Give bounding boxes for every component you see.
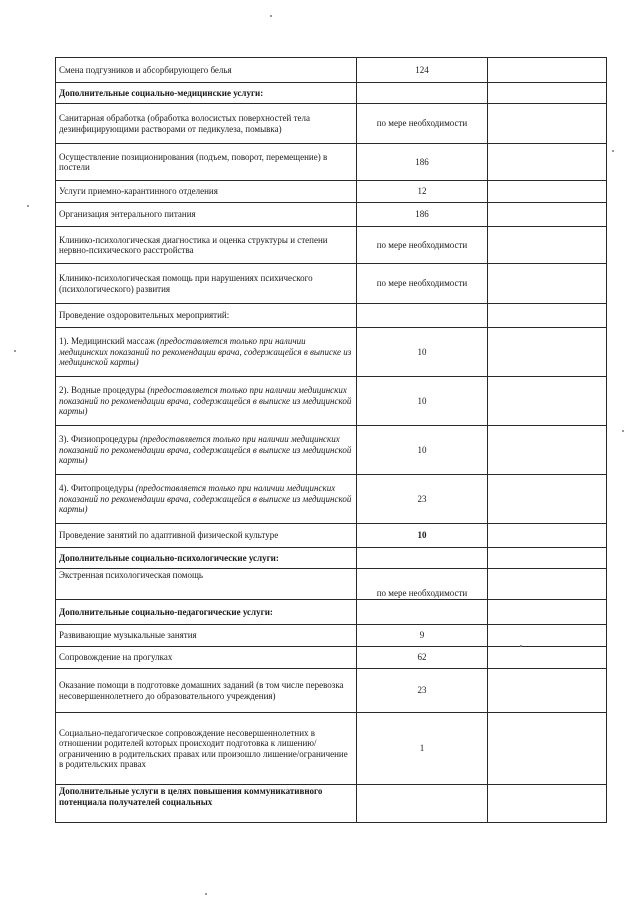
section-header-row (56, 600, 607, 625)
table-row (56, 304, 607, 328)
empty-cell (357, 548, 488, 569)
service-name: Оказание помощи в подготовке домашних заданий (в том числе перевозка несовершеннолетнего до образовательного учреждения) (56, 669, 357, 713)
service-cell (56, 475, 357, 524)
service-quantity: 10 (357, 426, 488, 475)
service-cell (56, 426, 357, 475)
service-quantity: 10 (357, 524, 488, 548)
table-row (56, 104, 607, 144)
service-quantity: 9 (357, 625, 488, 647)
empty-cell (488, 524, 607, 548)
table-row (56, 569, 607, 600)
service-name: Услуги приемно-карантинного отделения (56, 181, 357, 203)
empty-cell (488, 669, 607, 713)
empty-cell (488, 625, 607, 647)
table-row (56, 328, 607, 377)
table-row (56, 625, 607, 647)
empty-cell (488, 264, 607, 304)
table-row (56, 264, 607, 304)
service-quantity: 23 (357, 475, 488, 524)
service-name: Смена подгузников и абсорбирующего белья (56, 58, 357, 83)
table-row (56, 203, 607, 227)
service-note: (предоставляется только при наличии медицинских показаний по рекомендации врача, содержащейся в выписке из медицинской карты) (59, 385, 352, 417)
empty-cell (488, 104, 607, 144)
scan-speck (205, 893, 207, 895)
scan-speck (520, 645, 522, 647)
scan-speck (622, 430, 624, 432)
service-quantity: 186 (357, 203, 488, 227)
empty-cell (488, 377, 607, 426)
table-row (56, 713, 607, 785)
service-note: (предоставляется только при наличии медицинских показаний по рекомендации врача, содержащейся в выписке из медицинской карты) (59, 483, 352, 515)
service-quantity: по мере необходимости (357, 227, 488, 264)
service-note: (предоставляется только при наличии медицинских показаний по рекомендации врача, содержащейся в выписке из медицинской карты) (59, 434, 352, 466)
table-row (56, 669, 607, 713)
service-quantity: 124 (357, 58, 488, 83)
section-header: Дополнительные услуги в целях повышения коммуникативного потенциала получателей социальных (56, 785, 357, 823)
scan-speck (27, 205, 29, 207)
services-table (55, 57, 607, 823)
table-row (56, 647, 607, 669)
service-name: Санитарная обработка (обработка волосистых поверхностей тела дезинфицирующими растворами от педикулеза, помывка) (56, 104, 357, 144)
service-quantity: по мере необходимости (357, 264, 488, 304)
table-row (56, 144, 607, 181)
service-name: Клинико-психологическая помощь при нарушениях психического (психологического) развития (56, 264, 357, 304)
table-row (56, 181, 607, 203)
service-name: 1). Медицинский массаж (59, 336, 155, 347)
empty-cell (357, 785, 488, 823)
service-cell (56, 377, 357, 426)
table-row (56, 377, 607, 426)
scan-speck (612, 150, 614, 152)
scan-speck (270, 15, 272, 17)
table-row (56, 58, 607, 83)
section-header-row (56, 548, 607, 569)
table-row (56, 227, 607, 264)
empty-cell (488, 83, 607, 104)
empty-cell (488, 203, 607, 227)
service-name: 2). Водные процедуры (59, 385, 146, 396)
empty-cell (488, 181, 607, 203)
service-cell (56, 328, 357, 377)
empty-cell (488, 569, 607, 600)
section-header: Дополнительные социально-медицинские услуги: (56, 83, 357, 104)
section-header-row (56, 785, 607, 823)
service-quantity: 23 (357, 669, 488, 713)
service-quantity: 10 (357, 328, 488, 377)
service-name: Экстренная психологическая помощь (56, 569, 357, 600)
service-note: (предоставляется только при наличии медицинских показаний по рекомендации врача, содержащейся в выписке из медицинской карты) (59, 336, 352, 368)
table-row (56, 426, 607, 475)
empty-cell (488, 58, 607, 83)
section-header: Дополнительные социально-педагогические услуги: (56, 600, 357, 625)
service-name: Социально-педагогическое сопровождение несовершеннолетних в отношении родителей которых происходит подготовка к лишению/ограничению в родительских правах или произошло лишение/ограничение в родительских правах (56, 713, 357, 785)
table-row (56, 524, 607, 548)
service-name: Организация энтерального питания (56, 203, 357, 227)
empty-cell (488, 426, 607, 475)
service-quantity: 1 (357, 713, 488, 785)
empty-cell (488, 548, 607, 569)
service-name: Развивающие музыкальные занятия (56, 625, 357, 647)
service-name: Осуществление позиционирования (подъем, поворот, перемещение) в постели (56, 144, 357, 181)
service-name: 3). Физиопроцедуры (59, 434, 138, 445)
service-name: Сопровождение на прогулках (56, 647, 357, 669)
empty-cell (488, 304, 607, 328)
empty-cell (488, 475, 607, 524)
scan-speck (14, 350, 16, 352)
service-name: 4). Фитопроцедуры (59, 483, 134, 494)
service-quantity: по мере необходимости (357, 104, 488, 144)
service-quantity: 62 (357, 647, 488, 669)
service-quantity: 10 (357, 377, 488, 426)
service-name: Клинико-психологическая диагностика и оценка структуры и степени нервно-психического расстройства (56, 227, 357, 264)
empty-cell (357, 83, 488, 104)
empty-cell (488, 328, 607, 377)
service-quantity (357, 304, 488, 328)
empty-cell (488, 144, 607, 181)
empty-cell (488, 713, 607, 785)
service-name: Проведение оздоровительных мероприятий: (56, 304, 357, 328)
table-row (56, 475, 607, 524)
section-header-row (56, 83, 607, 104)
service-name: Проведение занятий по адаптивной физической культуре (56, 524, 357, 548)
service-quantity: 186 (357, 144, 488, 181)
empty-cell (488, 785, 607, 823)
section-header: Дополнительные социально-психологические услуги: (56, 548, 357, 569)
empty-cell (488, 227, 607, 264)
empty-cell (488, 600, 607, 625)
empty-cell (488, 647, 607, 669)
service-quantity: по мере необходимости (357, 569, 488, 600)
empty-cell (357, 600, 488, 625)
service-quantity: 12 (357, 181, 488, 203)
